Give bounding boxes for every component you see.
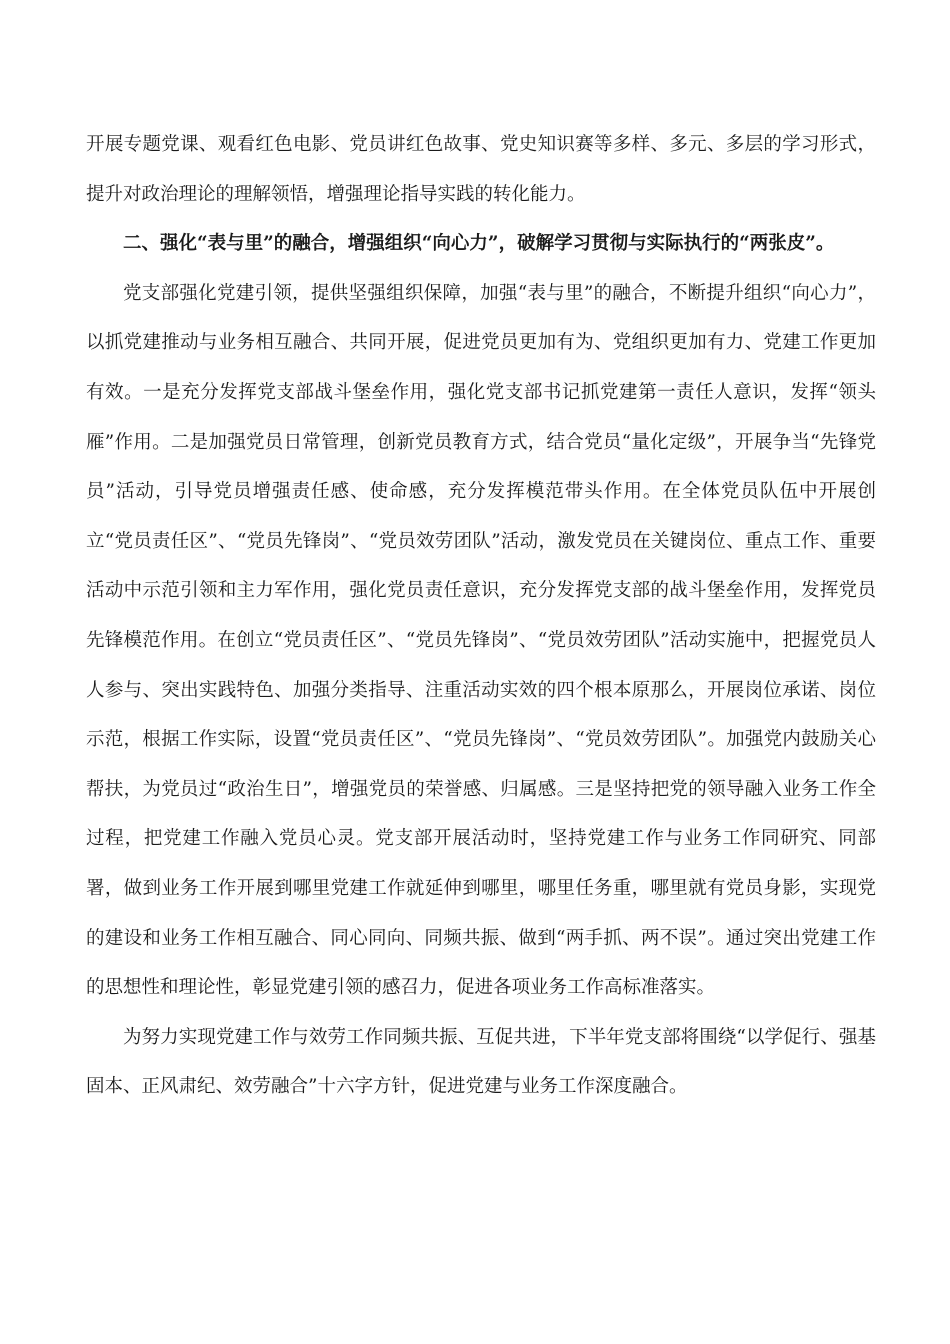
paragraph-continued: 开展专题党课、观看红色电影、党员讲红色故事、党史知识赛等多样、多元、多层的学习形式，提升对政治理论的理解领悟，增强理论指导实践的转化能力。	[86, 134, 876, 205]
paragraph-closing: 为努力实现党建工作与效劳工作同频共振、互促共进，下半年党支部将围绕“以学促行、强基固本、正风肃纪、效劳融合”十六字方针，促进党建与业务工作深度融合。	[86, 1026, 876, 1098]
paragraph-body: 党支部强化党建引领，提供坚强组织保障，加强“表与里”的融合，不断提升组织“向心力”，以抓党建推动与业务相互融合、共同开展，促进党员更加有为、党组织更加有力、党建工作更加有效。一是充分发挥党支部战斗堡垒作用，强化党支部书记抓党建第一责任人意识，发挥“领头雁”作用。二是加强党员日常管理，创新党员教育方式，结合党员“量化定级”，开展争当“先锋党员”活动，引导党员增强责任感、使命感，充分发挥模范带头作用。在全体党员队伍中开展创立“党员责任区”、“党员先锋岗”、“党员效劳团队”活动，激发党员在关键岗位、重点工作、重要活动中示范引领和主力军作用，强化党员责任意识，充分发挥党支部的战斗堡垒作用，发挥党员先锋模范作用。在创立“党员责任区”、“党员先锋岗”、“党员效劳团队”活动实施中，把握党员人人参与、突出实践特色、加强分类指导、注重活动实效的四个根本原那么，开展岗位承诺、岗位示范，根据工作实际，设置“党员责任区”、“党员先锋岗”、“党员效劳团队”。加强党内鼓励关心帮扶，为党员过“政治生日”，增强党员的荣誉感、归属感。三是坚持把党的领导融入业务工作全过程，把党建工作融入党员心灵。党支部开展活动时，坚持党建工作与业务工作同研究、同部署，做到业务工作开展到哪里党建工作就延伸到哪里，哪里任务重，哪里就有党员身影，实现党的建设和业务工作相互融合、同心同向、同频共振、做到“两手抓、两不误”。通过突出党建工作的思想性和理论性，彰显党建引领的感召力，促进各项业务工作高标准落实。	[86, 282, 876, 999]
section-heading: 二、强化“表与里”的融合，增强组织“向心力”，破解学习贯彻与实际执行的“两张皮”。	[123, 233, 835, 255]
document-page	[86, 120, 876, 1112]
